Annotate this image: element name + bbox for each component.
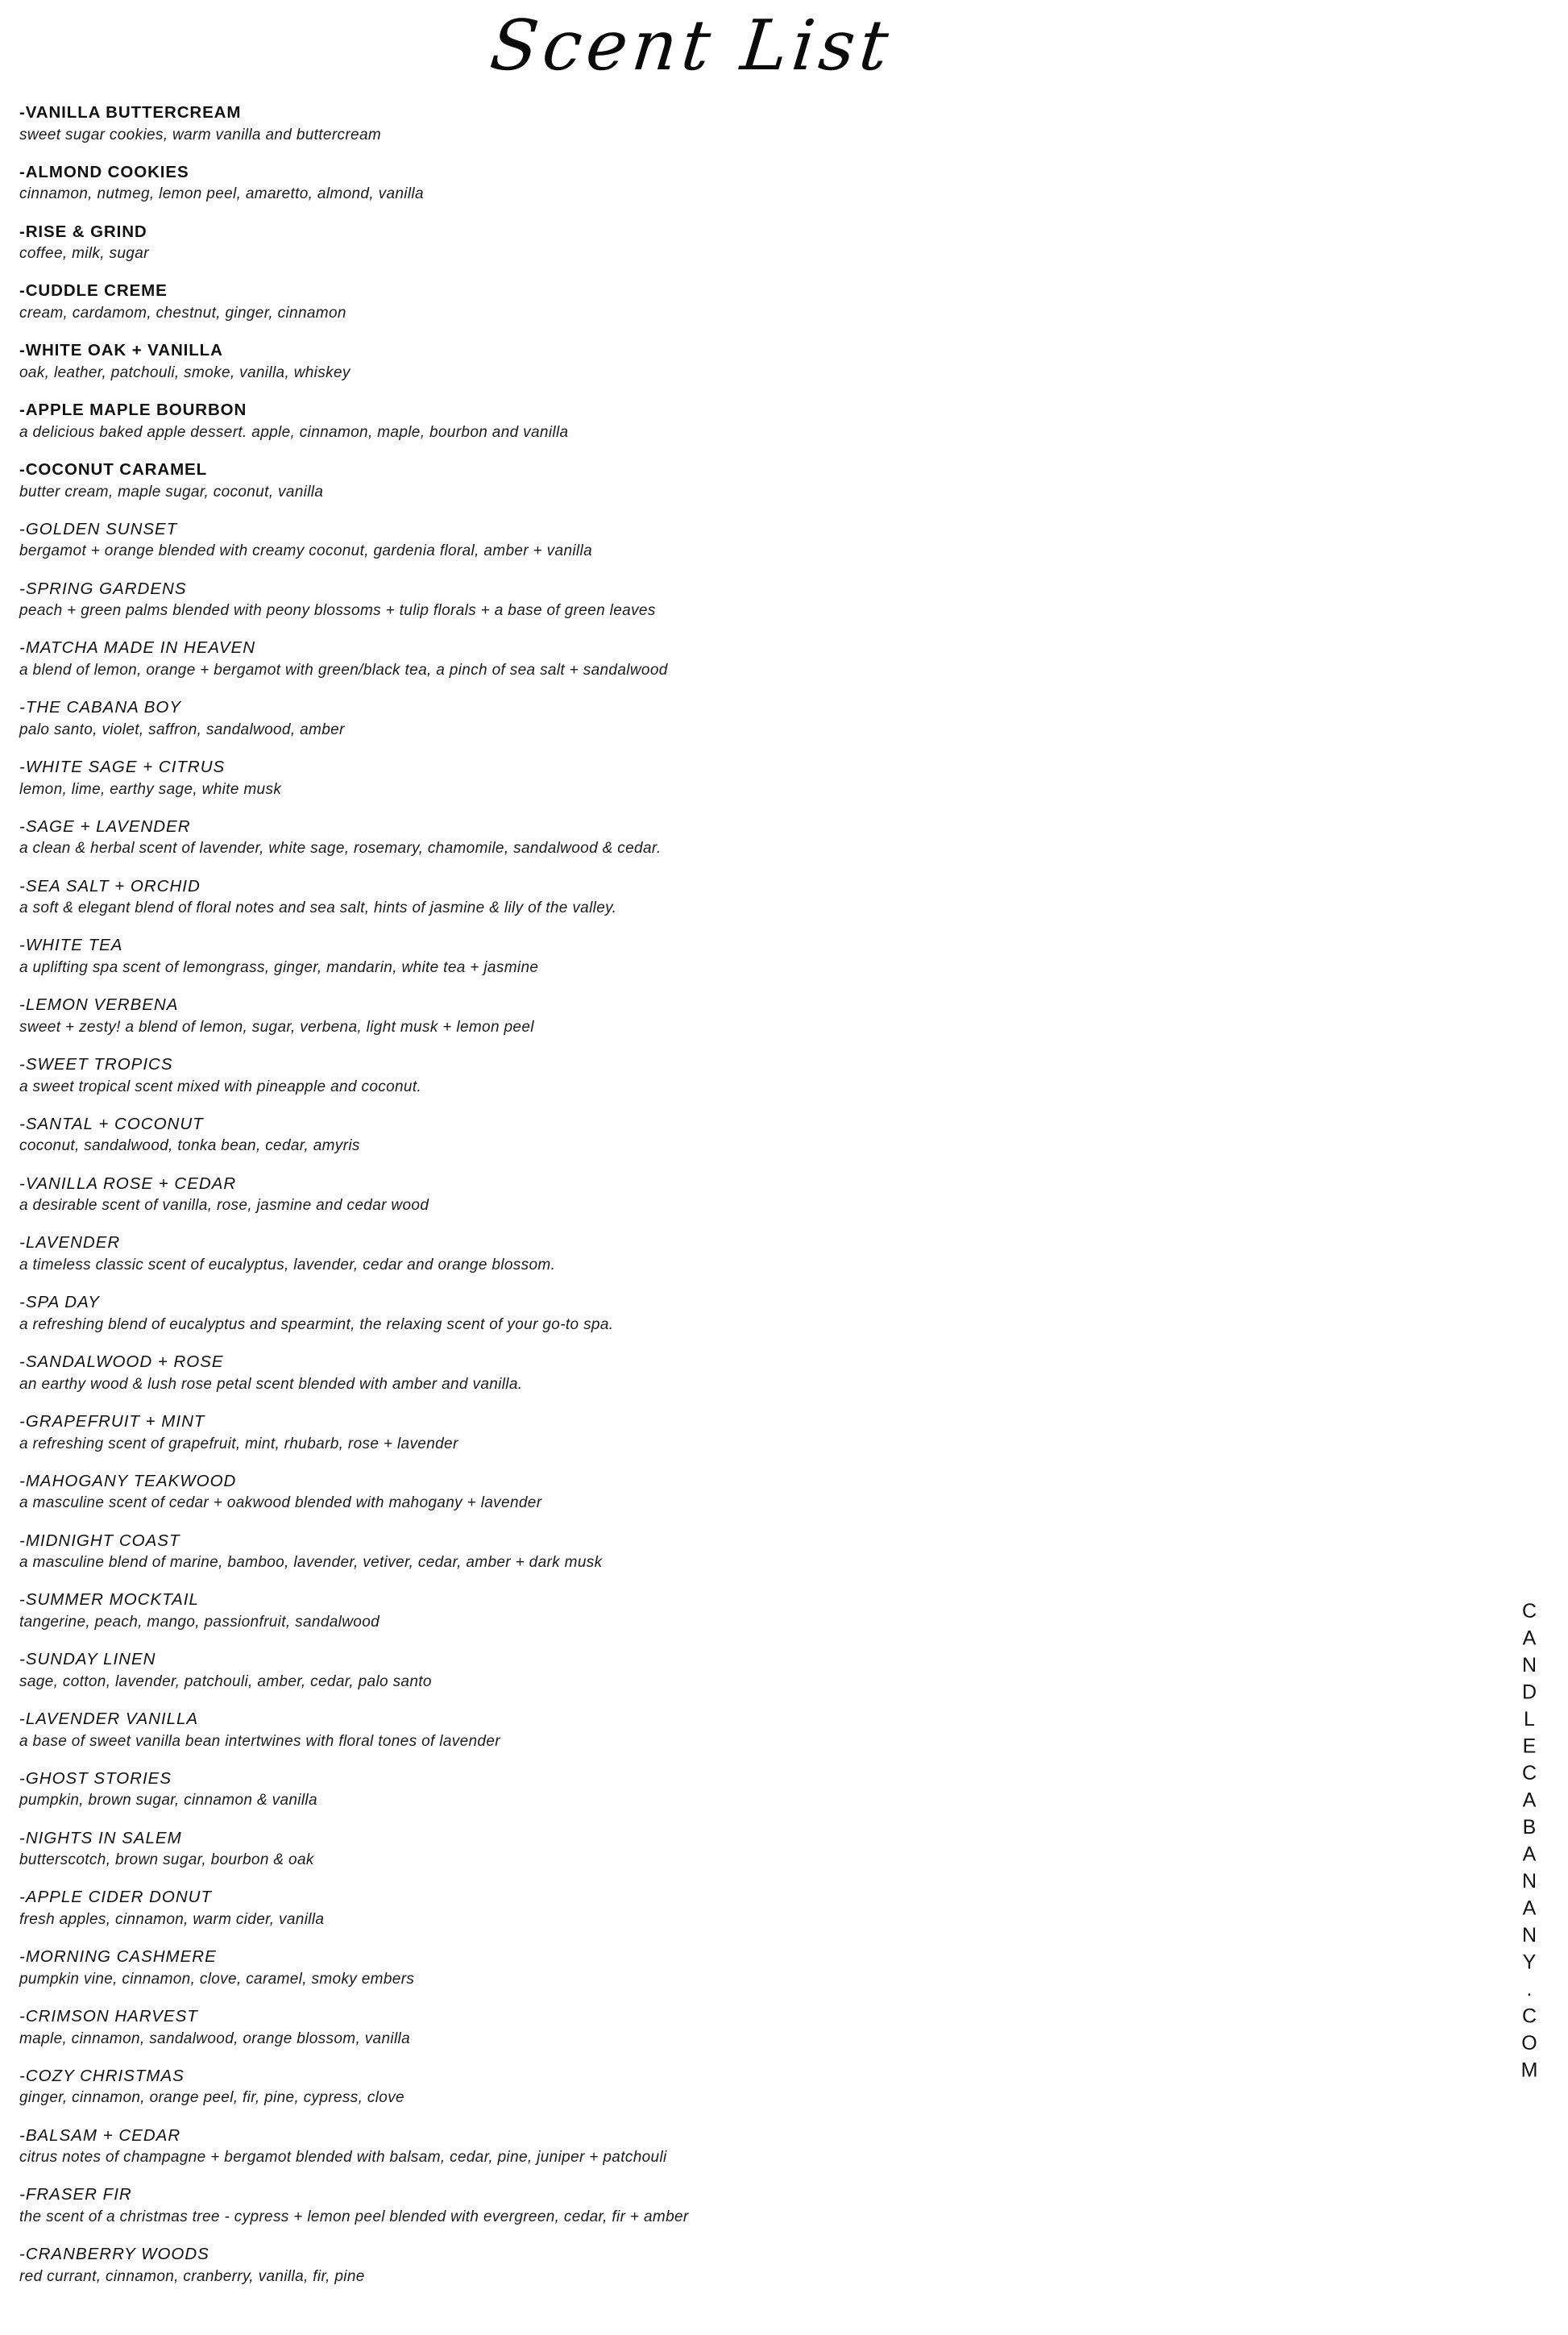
scent-name: -SANDALWOOD + ROSE — [19, 1352, 224, 1372]
scent-entry — [19, 1530, 1359, 1573]
scent-entry — [19, 1232, 1359, 1275]
scent-entry — [19, 1351, 1359, 1394]
scent-description: fresh apples, cinnamon, warm cider, vanilla — [19, 1911, 325, 1929]
scent-entry — [19, 161, 1359, 205]
scent-entry — [19, 1053, 1359, 1097]
scent-name: -NIGHTS IN SALEM — [19, 1828, 182, 1847]
scent-entry — [19, 1946, 1359, 1989]
page-title-wrap — [0, 0, 1568, 102]
scent-name: -SPA DAY — [19, 1293, 100, 1312]
scent-name: -LEMON VERBENA — [19, 995, 179, 1015]
scent-description: pumpkin, brown sugar, cinnamon & vanilla — [19, 1792, 317, 1809]
scent-name: -MORNING CASHMERE — [19, 1947, 217, 1967]
scent-description: bergamot + orange blended with creamy coconut, gardenia floral, amber + vanilla — [19, 542, 592, 560]
scent-name: -GHOST STORIES — [19, 1768, 172, 1788]
scent-name: -MIDNIGHT COAST — [19, 1531, 180, 1550]
scent-entry — [19, 339, 1359, 383]
scent-description: butterscotch, brown sugar, bourbon & oak — [19, 1851, 314, 1869]
scent-name: -GRAPEFRUIT + MINT — [19, 1411, 205, 1431]
scent-name: -GOLDEN SUNSET — [19, 519, 178, 538]
scent-description: sweet sugar cookies, warm vanilla and buttercream — [19, 126, 382, 143]
scent-name: -WHITE SAGE + CITRUS — [19, 757, 226, 776]
scent-name: -COZY CHRISTMAS — [19, 2066, 185, 2085]
scent-name: -BALSAM + CEDAR — [19, 2125, 181, 2145]
scent-entry — [19, 994, 1359, 1037]
scent-entry — [19, 578, 1359, 621]
scent-entry — [19, 875, 1359, 919]
scent-entry — [19, 1886, 1359, 1930]
scent-entry — [19, 399, 1359, 442]
scent-description: oak, leather, patchouli, smoke, vanilla, whiskey — [19, 364, 351, 381]
scent-description: a refreshing blend of eucalyptus and spearmint, the relaxing scent of your go-to spa. — [19, 1315, 614, 1333]
scent-name: -VANILLA ROSE + CEDAR — [19, 1174, 237, 1193]
scent-description: sweet + zesty! a blend of lemon, sugar, verbena, light musk + lemon peel — [19, 1018, 534, 1036]
scent-entry — [19, 1470, 1359, 1514]
scent-entry — [19, 2243, 1359, 2287]
scent-description: cinnamon, nutmeg, lemon peel, amaretto, almond, vanilla — [19, 185, 424, 203]
scent-entry — [19, 280, 1359, 323]
scent-name: -SUNDAY LINEN — [19, 1650, 156, 1669]
scent-description: citrus notes of champagne + bergamot blended with balsam, cedar, pine, juniper + patchouli — [19, 2149, 667, 2167]
scent-description: a sweet tropical scent mixed with pineapple and coconut. — [19, 1078, 422, 1095]
brand-website-vertical: CANDLECABANANY.COM — [1518, 1600, 1541, 2086]
scent-description: an earthy wood & lush rose petal scent blended with amber and vanilla. — [19, 1375, 523, 1393]
scent-name: -SAGE + LAVENDER — [19, 816, 191, 836]
scent-name: -CRANBERRY WOODS — [19, 2245, 209, 2264]
scent-name: -SEA SALT + ORCHID — [19, 876, 201, 895]
scent-description: lemon, lime, earthy sage, white musk — [19, 780, 282, 798]
scent-description: a soft & elegant blend of floral notes and sea salt, hints of jasmine & lily of the valley. — [19, 900, 617, 917]
scent-description: the scent of a christmas tree - cypress + lemon peel blended with evergreen, cedar, fir + amber — [19, 2208, 689, 2226]
scent-entry — [19, 1589, 1359, 1632]
scent-description: a masculine blend of marine, bamboo, lavender, vetiver, cedar, amber + dark musk — [19, 1554, 603, 1572]
scent-name: -LAVENDER VANILLA — [19, 1709, 199, 1728]
scent-name: -FRASER FIR — [19, 2185, 132, 2204]
scent-entry — [19, 1291, 1359, 1335]
scent-name: -WHITE TEA — [19, 936, 123, 955]
scent-entry — [19, 2065, 1359, 2109]
scent-description: butter cream, maple sugar, coconut, vanilla — [19, 483, 324, 501]
scent-name: -WHITE OAK + VANILLA — [19, 341, 223, 360]
scent-description: a desirable scent of vanilla, rose, jasmine and cedar wood — [19, 1197, 429, 1215]
scent-description: coconut, sandalwood, tonka bean, cedar, amyris — [19, 1137, 360, 1155]
scent-description: a refreshing scent of grapefruit, mint, rhubarb, rose + lavender — [19, 1435, 458, 1452]
scent-entry — [19, 637, 1359, 680]
scent-description: cream, cardamom, chestnut, ginger, cinnamon — [19, 305, 346, 322]
scent-entry — [19, 756, 1359, 800]
scent-entry — [19, 2005, 1359, 2049]
scent-name: -APPLE CIDER DONUT — [19, 1888, 212, 1907]
scent-entry — [19, 1411, 1359, 1454]
scent-entry — [19, 221, 1359, 264]
scent-name: -CUDDLE CREME — [19, 281, 168, 301]
scent-entry — [19, 1708, 1359, 1751]
scent-name: -LAVENDER — [19, 1233, 121, 1253]
scent-name: -ALMOND COOKIES — [19, 162, 189, 181]
scent-entry — [19, 102, 1359, 145]
scent-list — [0, 102, 1568, 2335]
scent-entry — [19, 1173, 1359, 1216]
scent-description: sage, cotton, lavender, patchouli, amber, cedar, palo santo — [19, 1672, 432, 1690]
scent-entry — [19, 2183, 1359, 2227]
scent-description: a base of sweet vanilla bean intertwines with floral tones of lavender — [19, 1732, 500, 1750]
scent-description: red currant, cinnamon, cranberry, vanilla, fir, pine — [19, 2267, 365, 2285]
scent-entry — [19, 934, 1359, 978]
scent-name: -SANTAL + COCONUT — [19, 1114, 204, 1133]
scent-name: -SPRING GARDENS — [19, 579, 187, 598]
scent-entry — [19, 1113, 1359, 1157]
scent-name: -SUMMER MOCKTAIL — [19, 1590, 199, 1610]
scent-name: -THE CABANA BOY — [19, 698, 182, 717]
scent-name: -MATCHA MADE IN HEAVEN — [19, 638, 256, 658]
scent-description: a blend of lemon, orange + bergamot with green/black tea, a pinch of sea salt + sandalwood — [19, 661, 668, 679]
scent-entry — [19, 1827, 1359, 1871]
scent-description: a timeless classic scent of eucalyptus, lavender, cedar and orange blossom. — [19, 1257, 556, 1274]
scent-name: -COCONUT CARAMEL — [19, 459, 208, 479]
scent-entry — [19, 696, 1359, 740]
scent-description: coffee, milk, sugar — [19, 245, 149, 263]
scent-entry — [19, 459, 1359, 502]
scent-description: a masculine scent of cedar + oakwood blended with mahogany + lavender — [19, 1494, 542, 1512]
scent-entry — [19, 518, 1359, 562]
scent-name: -APPLE MAPLE BOURBON — [19, 401, 247, 420]
scent-description: ginger, cinnamon, orange peel, fir, pine, cypress, clove — [19, 2089, 404, 2107]
scent-name: -CRIMSON HARVEST — [19, 2007, 198, 2025]
scent-description: a delicious baked apple dessert. apple, cinnamon, maple, bourbon and vanilla — [19, 423, 569, 441]
scent-entry — [19, 816, 1359, 859]
scent-name: -RISE & GRIND — [19, 222, 147, 241]
scent-description: peach + green palms blended with peony blossoms + tulip florals + a base of green leaves — [19, 602, 656, 620]
scent-name: -VANILLA BUTTERCREAM — [19, 103, 242, 122]
scent-description: a clean & herbal scent of lavender, white sage, rosemary, chamomile, sandalwood & cedar. — [19, 840, 662, 858]
scent-name: -SWEET TROPICS — [19, 1055, 173, 1074]
scent-entry — [19, 1768, 1359, 1811]
page-title: Scent List — [486, 6, 897, 86]
scent-description: a uplifting spa scent of lemongrass, ginger, mandarin, white tea + jasmine — [19, 959, 539, 977]
scent-description: maple, cinnamon, sandalwood, orange blossom, vanilla — [19, 2030, 411, 2047]
scent-entry — [19, 2125, 1359, 2168]
scent-name: -MAHOGANY TEAKWOOD — [19, 1471, 237, 1490]
scent-entry — [19, 1648, 1359, 1692]
scent-description: palo santo, violet, saffron, sandalwood, amber — [19, 721, 345, 738]
scent-description: pumpkin vine, cinnamon, clove, caramel, smoky embers — [19, 1970, 415, 1988]
scent-description: tangerine, peach, mango, passionfruit, sandalwood — [19, 1613, 380, 1631]
